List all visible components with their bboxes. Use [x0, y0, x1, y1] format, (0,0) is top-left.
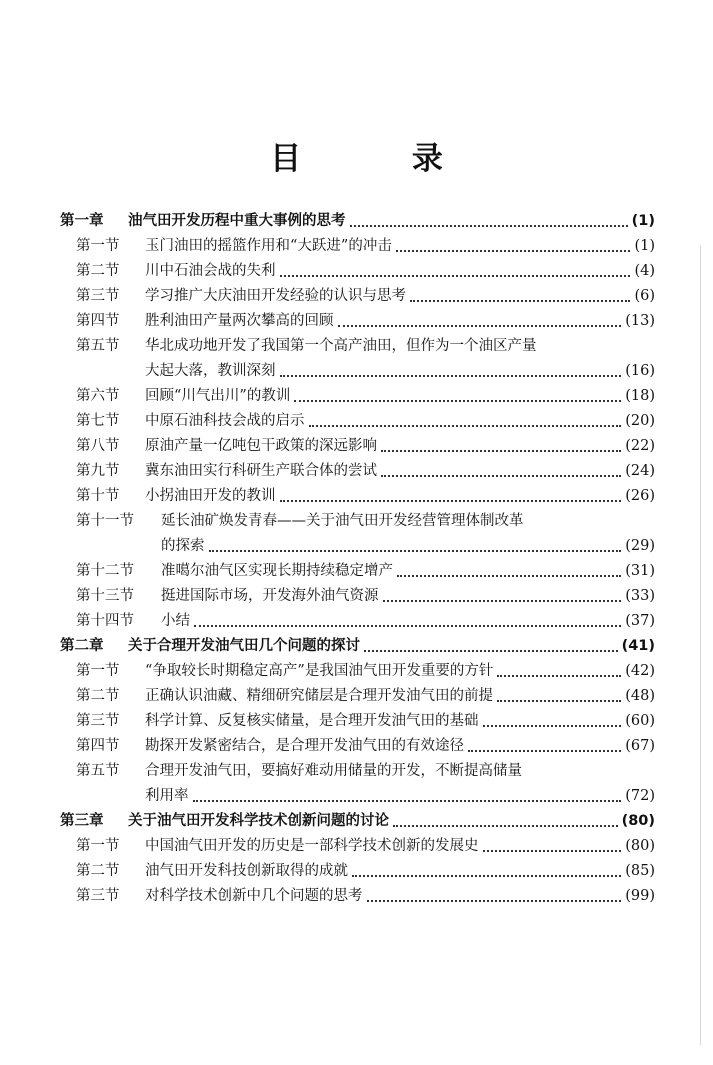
entry-number: 第二节: [76, 263, 120, 279]
toc-entry-continued[interactable]: [60, 534, 655, 559]
entry-number: 第十一节: [76, 513, 134, 529]
entry-page: (99): [625, 888, 655, 904]
entry-title: 对科学技术创新中几个问题的思考: [145, 888, 363, 904]
dot-leader: [393, 809, 618, 834]
entry-title: “争取较长时期稳定高产”是我国油气田开发重要的方针: [145, 663, 494, 679]
dot-leader: [338, 309, 622, 334]
entry-title: 挺进国际市场，开发海外油气资源: [161, 588, 379, 604]
entry-page: (31): [625, 563, 655, 579]
entry-title: 胜利油田产量两次攀高的回顾: [145, 313, 334, 329]
entry-number: 第二章: [60, 638, 104, 654]
entry-number: 第三节: [76, 288, 120, 304]
entry-page: (42): [625, 663, 655, 679]
dot-leader: [381, 459, 621, 484]
toc-entry[interactable]: [60, 859, 655, 884]
entry-number: 第七节: [76, 413, 120, 429]
entry-number: 第二节: [76, 688, 120, 704]
entry-page: (37): [625, 613, 655, 629]
toc-entry[interactable]: [60, 634, 655, 659]
toc-entry[interactable]: [60, 584, 655, 609]
toc-entry[interactable]: [60, 734, 655, 759]
dot-leader: [410, 284, 630, 309]
toc-entry[interactable]: [60, 684, 655, 709]
toc-entry[interactable]: [60, 384, 655, 409]
dot-leader: [350, 209, 628, 234]
toc-entry[interactable]: [60, 334, 655, 359]
entry-number: 第八节: [76, 438, 120, 454]
dot-leader: [468, 734, 621, 759]
entry-page: (1): [631, 213, 655, 229]
entry-title: 关于合理开发油气田几个问题的探讨: [128, 638, 360, 654]
entry-title: 玉门油田的摇篮作用和“大跃进”的冲击: [145, 238, 392, 254]
entry-title: 合理开发油气田，要搞好难动用储量的开发，不断提高储量: [145, 763, 522, 779]
dot-leader: [193, 784, 622, 809]
entry-title: 川中石油会战的失利: [145, 263, 276, 279]
entry-title: 中国油气田开发的历史是一部科学技术创新的发展史: [145, 838, 479, 854]
entry-page: (6): [634, 288, 655, 304]
entry-page: (41): [621, 638, 655, 654]
entry-page: (18): [625, 388, 655, 404]
entry-title: 大起大落，教训深刻: [145, 363, 276, 379]
entry-title: 勘探开发紧密结合，是合理开发油气田的有效途径: [145, 738, 464, 754]
entry-page: (33): [625, 588, 655, 604]
dot-leader: [367, 884, 622, 909]
dot-leader: [397, 559, 621, 584]
entry-title: 科学计算、反复核实储量，是合理开发油气田的基础: [145, 713, 479, 729]
entry-title: 回顾“川气出川”的教训: [145, 388, 291, 404]
toc-entry[interactable]: [60, 884, 655, 909]
entry-number: 第三节: [76, 713, 120, 729]
entry-title: 利用率: [145, 788, 189, 804]
toc-entry[interactable]: [60, 709, 655, 734]
toc-entry[interactable]: [60, 259, 655, 284]
toc-entry[interactable]: [60, 759, 655, 784]
entry-page: (72): [625, 788, 655, 804]
entry-page: (22): [625, 438, 655, 454]
dot-leader: [194, 609, 621, 634]
page-title: 目 录: [270, 141, 493, 177]
dot-leader: [294, 384, 621, 409]
entry-number: 第一章: [60, 213, 104, 229]
toc-entry[interactable]: [60, 609, 655, 634]
entry-title: 华北成功地开发了我国第一个高产油田，但作为一个油区产量: [145, 338, 537, 354]
toc-entry[interactable]: [60, 559, 655, 584]
entry-number: 第四节: [76, 738, 120, 754]
dot-leader: [364, 634, 618, 659]
entry-number: 第十三节: [76, 588, 134, 604]
entry-title: 正确认识油藏、精细研究储层是合理开发油气田的前提: [145, 688, 493, 704]
dot-leader: [497, 684, 621, 709]
entry-number: 第二节: [76, 863, 120, 879]
entry-page: (48): [625, 688, 655, 704]
entry-page: (1): [634, 238, 655, 254]
entry-page: (4): [634, 263, 655, 279]
entry-number: 第十四节: [76, 613, 134, 629]
entry-title: 原油产量一亿吨包干政策的深远影响: [145, 438, 377, 454]
dot-leader: [483, 709, 622, 734]
entry-title: 小拐油田开发的教训: [145, 488, 276, 504]
entry-page: (16): [625, 363, 655, 379]
entry-title: 小结: [161, 613, 190, 629]
entry-page: (67): [625, 738, 655, 754]
entry-number: 第一节: [76, 663, 120, 679]
entry-number: 第五节: [76, 338, 120, 354]
entry-number: 第十节: [76, 488, 120, 504]
entry-number: 第三节: [76, 888, 120, 904]
entry-page: (85): [625, 863, 655, 879]
dot-leader: [280, 359, 622, 384]
dot-leader: [280, 259, 631, 284]
entry-number: 第一节: [76, 238, 120, 254]
entry-page: (80): [621, 813, 655, 829]
dot-leader: [352, 859, 621, 884]
entry-page: (13): [625, 313, 655, 329]
dot-leader: [209, 534, 622, 559]
toc-entry-continued[interactable]: [60, 784, 655, 809]
entry-page: (26): [625, 488, 655, 504]
entry-title: 准噶尔油气区实现长期持续稳定增产: [161, 563, 393, 579]
entry-page: (24): [625, 463, 655, 479]
entry-page: (60): [625, 713, 655, 729]
entry-number: 第五节: [76, 763, 120, 779]
dot-leader: [497, 659, 621, 684]
toc-entry[interactable]: [60, 509, 655, 534]
scan-edge-line: [700, 245, 701, 1045]
toc-entry[interactable]: [60, 434, 655, 459]
toc-entry[interactable]: [60, 284, 655, 309]
entry-title: 的探索: [161, 538, 205, 554]
entry-number: 第十二节: [76, 563, 134, 579]
entry-number: 第六节: [76, 388, 120, 404]
dot-leader: [280, 484, 622, 509]
entry-page: (80): [625, 838, 655, 854]
toc-entry[interactable]: [60, 659, 655, 684]
toc-entry[interactable]: [60, 309, 655, 334]
entry-number: 第一节: [76, 838, 120, 854]
toc-entry[interactable]: [60, 234, 655, 259]
toc-entry[interactable]: [60, 209, 655, 234]
dot-leader: [309, 409, 622, 434]
entry-title: 关于油气田开发科学技术创新问题的讨论: [128, 813, 389, 829]
entry-number: 第四节: [76, 313, 120, 329]
dot-leader: [381, 434, 621, 459]
toc-entry[interactable]: [60, 834, 655, 859]
entry-page: (29): [625, 538, 655, 554]
entry-title: 学习推广大庆油田开发经验的认识与思考: [145, 288, 406, 304]
entry-title: 油气田开发历程中重大事例的思考: [128, 213, 346, 229]
toc-entry[interactable]: [60, 484, 655, 509]
entry-title: 油气田开发科技创新取得的成就: [145, 863, 348, 879]
table-of-contents: [60, 209, 655, 909]
toc-entry-continued[interactable]: [60, 359, 655, 384]
entry-title: 中原石油科技会战的启示: [145, 413, 305, 429]
entry-number: 第九节: [76, 463, 120, 479]
entry-title: 冀东油田实行科研生产联合体的尝试: [145, 463, 377, 479]
toc-entry[interactable]: [60, 409, 655, 434]
entry-title: 延长油矿焕发青春——关于油气田开发经营管理体制改革: [161, 513, 524, 529]
entry-page: (20): [625, 413, 655, 429]
dot-leader: [396, 234, 631, 259]
dot-leader: [483, 834, 622, 859]
dot-leader: [383, 584, 622, 609]
toc-entry[interactable]: [60, 459, 655, 484]
toc-entry[interactable]: [60, 809, 655, 834]
entry-number: 第三章: [60, 813, 104, 829]
